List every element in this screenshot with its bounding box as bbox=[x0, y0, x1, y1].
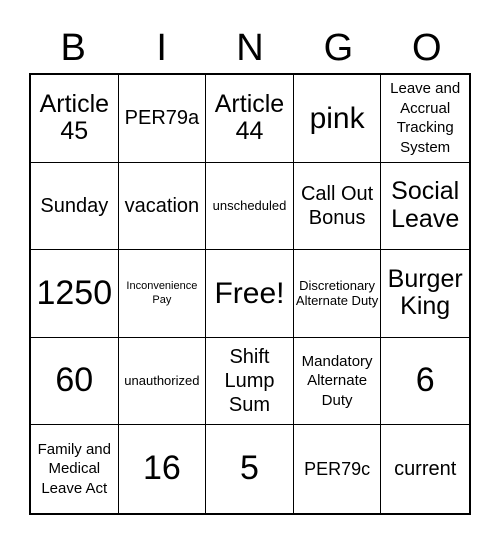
bingo-cell-r1-c5[interactable]: Leave and Accrual Tracking System bbox=[381, 75, 469, 163]
bingo-cell-r2-c2[interactable]: vacation bbox=[119, 163, 207, 251]
bingo-cell-r1-c1[interactable]: Article 45 bbox=[31, 75, 119, 163]
bingo-board bbox=[29, 73, 471, 515]
bingo-cell-r3-c1[interactable]: 1250 bbox=[31, 250, 119, 338]
bingo-cell-r4-c1[interactable]: 60 bbox=[31, 338, 119, 426]
bingo-cell-r5-c5[interactable]: current bbox=[394, 458, 457, 481]
bingo-cell-r3-c3-free-space[interactable]: Free! bbox=[206, 250, 294, 338]
header-letter-n: N bbox=[236, 27, 264, 69]
bingo-header bbox=[29, 22, 471, 74]
bingo-cell-r4-c5[interactable]: 6 bbox=[381, 338, 469, 426]
bingo-cell-r2-c4[interactable]: Call Out Bonus bbox=[294, 163, 382, 251]
header-letter-b: B bbox=[60, 27, 86, 69]
bingo-cell-r2-c5[interactable]: Social Leave bbox=[381, 163, 469, 251]
bingo-cell-r5-c4[interactable]: PER79c bbox=[294, 425, 382, 513]
bingo-cell-r3-c4[interactable]: Discretionary Alternate Duty bbox=[294, 250, 382, 338]
bingo-cell-r1-c2[interactable]: PER79a bbox=[119, 75, 207, 163]
bingo-cell-r3-c2[interactable]: Inconvenience Pay bbox=[119, 250, 207, 338]
bingo-cell-r5-c1[interactable]: Family and Medical Leave Act bbox=[31, 425, 119, 513]
bingo-cell-r5-c2[interactable]: 16 bbox=[119, 425, 207, 513]
bingo-cell-r4-c2[interactable]: unauthorized bbox=[119, 338, 207, 426]
bingo-cell-r1-c3[interactable]: Article 44 bbox=[206, 75, 294, 163]
bingo-cell-r2-c3[interactable]: unscheduled bbox=[206, 163, 294, 251]
bingo-cell-r4-c3[interactable]: Shift Lump Sum bbox=[206, 338, 294, 426]
header-letter-i: I bbox=[156, 27, 167, 69]
header-letter-o: O bbox=[412, 27, 442, 69]
bingo-cell-r3-c5[interactable]: Burger King bbox=[381, 250, 469, 338]
bingo-cell-r2-c1[interactable]: Sunday bbox=[31, 163, 119, 251]
bingo-cell-r4-c4[interactable]: Mandatory Alternate Duty bbox=[294, 338, 382, 426]
bingo-cell-r1-c4[interactable]: pink bbox=[294, 75, 382, 163]
header-letter-g: G bbox=[323, 27, 354, 69]
bingo-cell-r5-c3[interactable]: 5 bbox=[206, 425, 294, 513]
